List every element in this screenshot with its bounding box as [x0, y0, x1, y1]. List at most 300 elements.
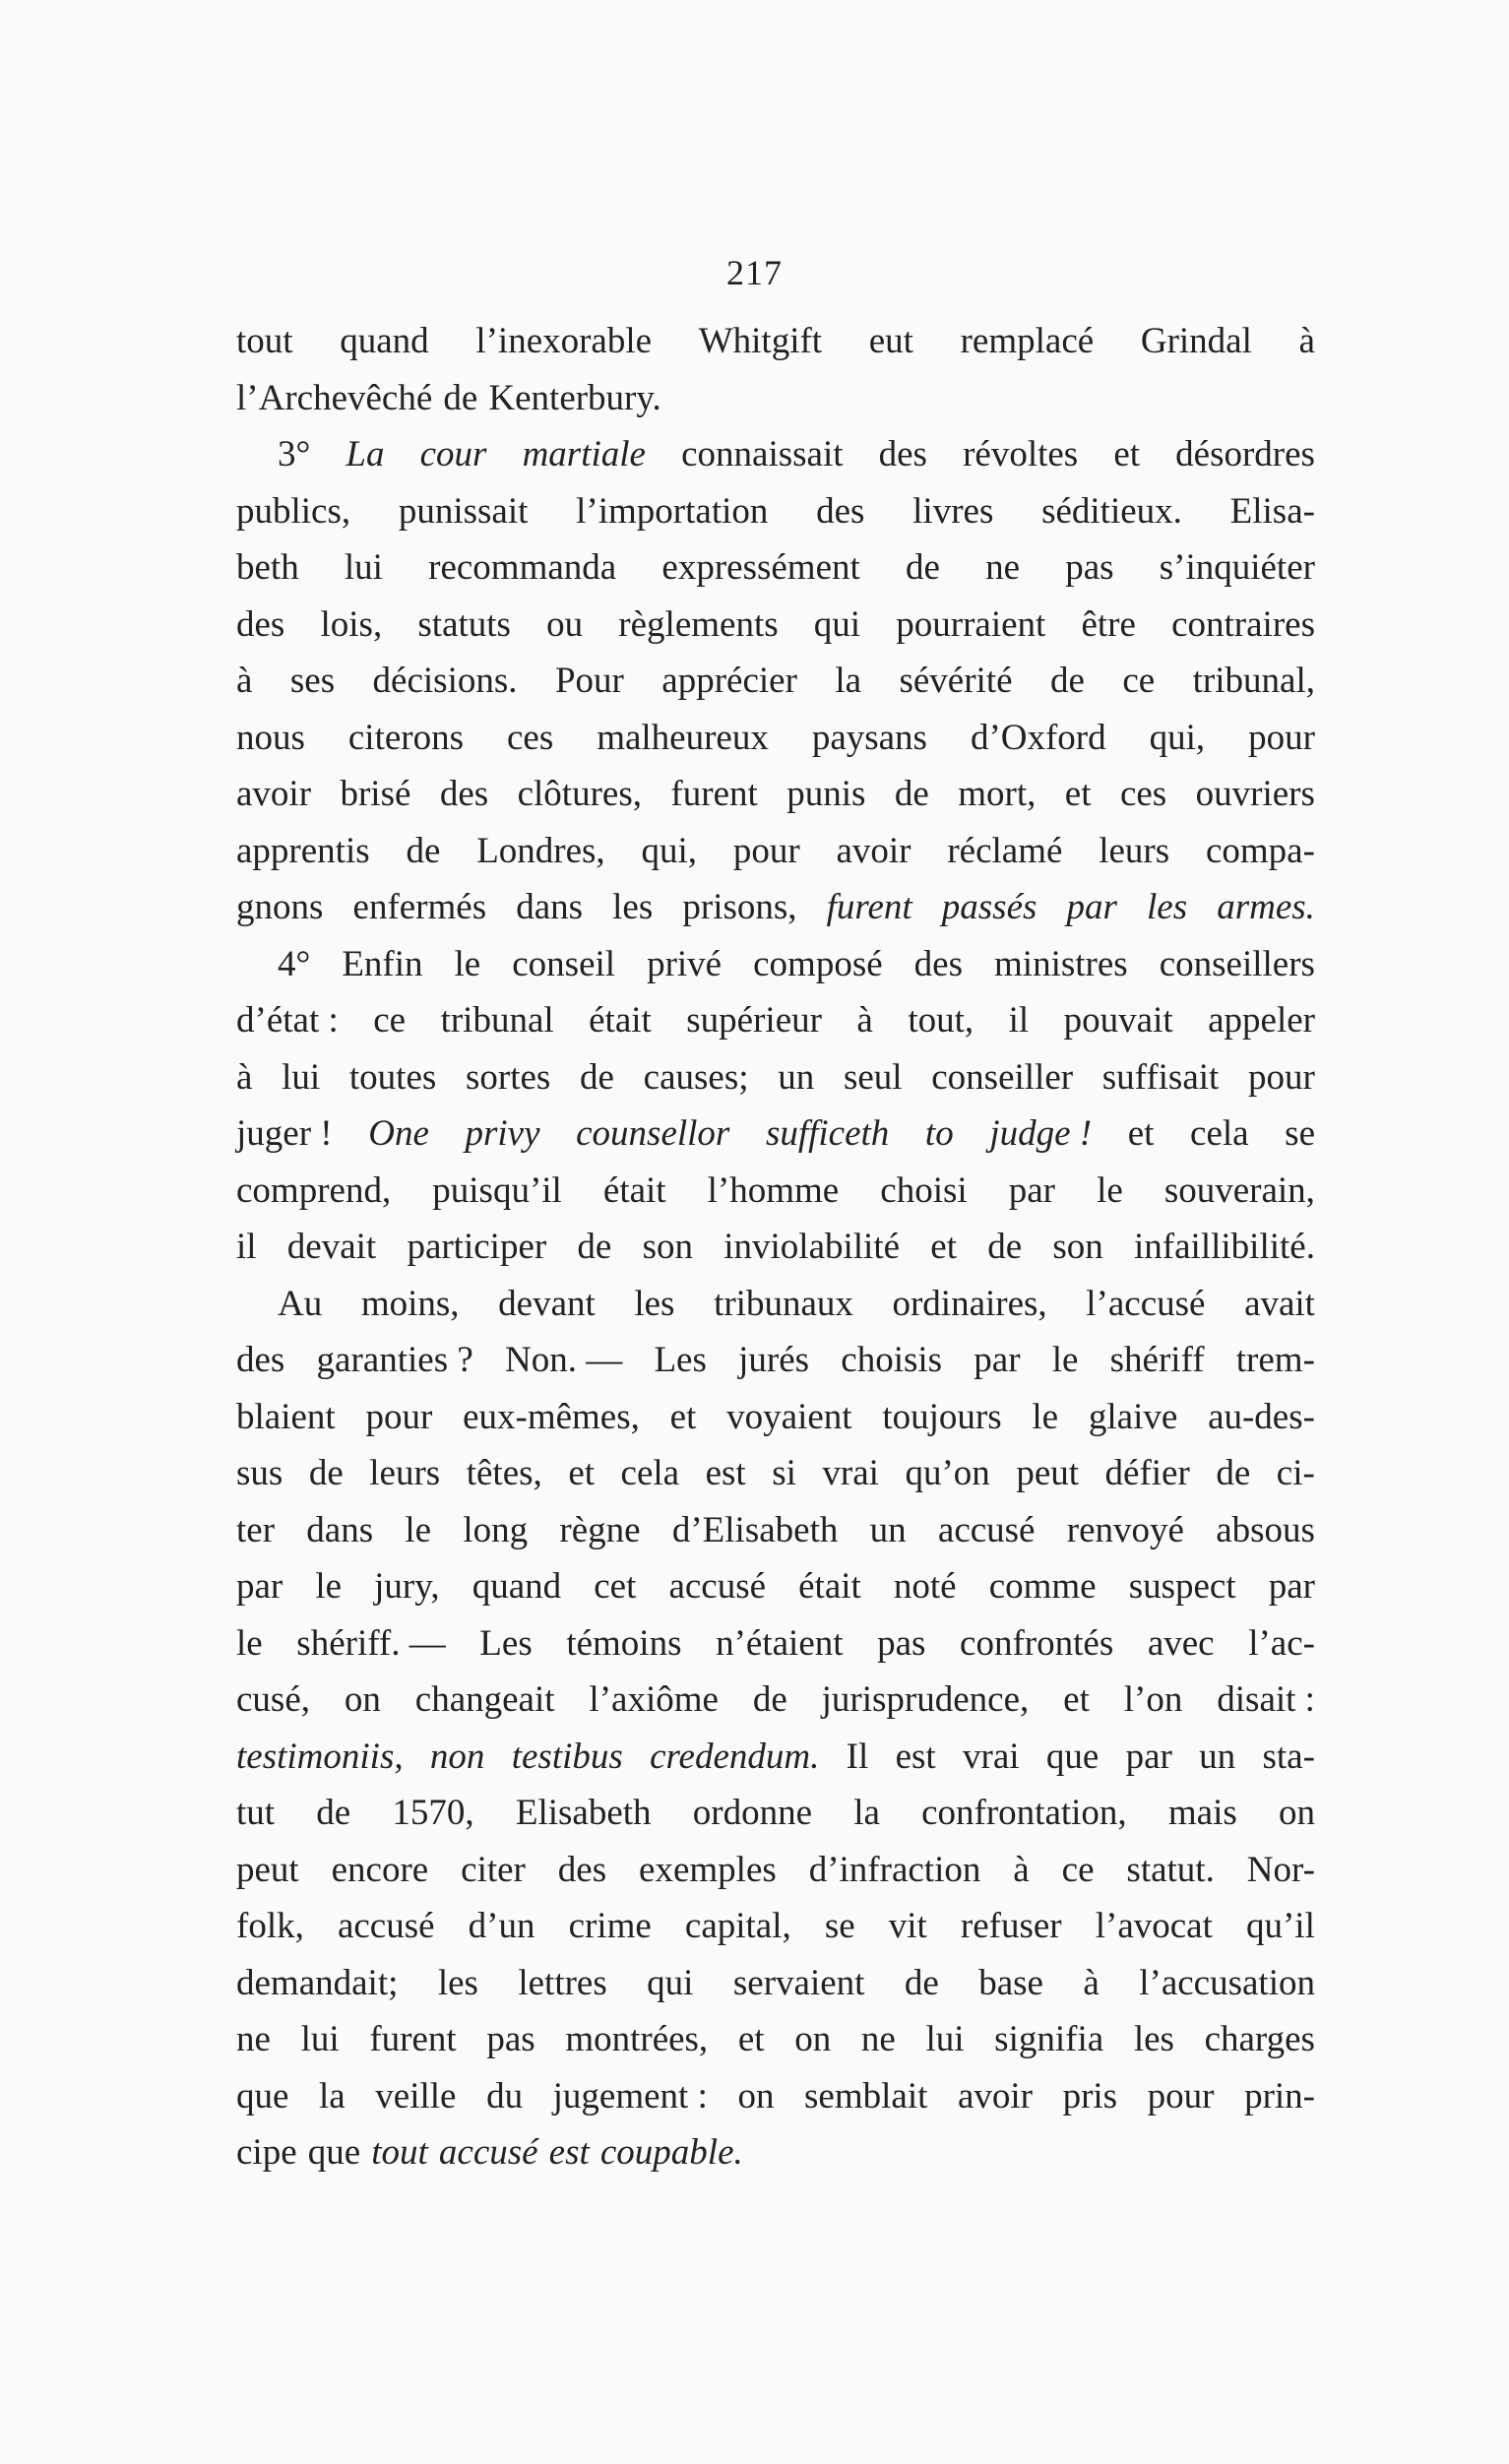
word: que — [236, 2075, 289, 2117]
word: défier — [1104, 1453, 1190, 1493]
word: le — [236, 1622, 263, 1664]
word: puisqu’il — [432, 1169, 562, 1211]
word: règne — [559, 1509, 641, 1550]
word: révoltes — [963, 434, 1079, 474]
word: signifia — [994, 2019, 1104, 2059]
text-line — [236, 1219, 1315, 1276]
word: Kenterbury. — [488, 377, 661, 418]
word: voyaient — [726, 1396, 852, 1437]
word: conseiller — [931, 1056, 1074, 1098]
text-line — [236, 823, 1315, 880]
word: recommanda — [428, 547, 617, 588]
word: ci- — [1276, 1453, 1315, 1493]
word: coupable. — [599, 2132, 743, 2173]
word: des — [439, 774, 489, 814]
word: pas — [486, 2019, 535, 2059]
word: Les — [479, 1622, 533, 1664]
word: tout — [371, 2132, 428, 2173]
text-line — [236, 2068, 1315, 2125]
word: décisions. — [372, 661, 518, 701]
word: servaient — [732, 1962, 865, 2003]
word: punissait — [398, 490, 529, 532]
word: shériff. — — [296, 1622, 446, 1664]
text-line — [236, 1842, 1315, 1899]
word: avoir — [236, 774, 312, 814]
word: l’avocat — [1095, 1906, 1213, 1946]
word: l’homme — [707, 1169, 840, 1211]
word: infaillibilité. — [1134, 1227, 1315, 1267]
word: choisi — [880, 1169, 968, 1211]
word: l’accusation — [1139, 1962, 1315, 2003]
text-line — [236, 1729, 1315, 1786]
word: ces — [506, 717, 554, 758]
word: appeler — [1208, 1000, 1315, 1041]
word: expressément — [661, 547, 860, 588]
word: on — [344, 1679, 381, 1720]
word: Whitgift — [698, 321, 823, 361]
word: ou — [546, 603, 584, 645]
word: toutes — [348, 1056, 437, 1098]
word: on — [1278, 1793, 1315, 1833]
word: les — [612, 887, 654, 927]
word: se — [1285, 1113, 1315, 1154]
word: choisis — [841, 1340, 943, 1380]
word: 3° — [278, 434, 311, 474]
word: remplacé — [960, 321, 1095, 361]
word: cipe — [236, 2132, 297, 2173]
text-line — [236, 1332, 1315, 1389]
word: counsellor — [576, 1113, 730, 1154]
word: les — [634, 1283, 675, 1324]
word: son — [642, 1227, 693, 1267]
word: prisons, — [682, 887, 797, 927]
word: par — [1008, 1169, 1055, 1211]
word: pour — [1248, 717, 1315, 758]
word: tribunal, — [1192, 661, 1315, 701]
word: eux-mêmes, — [463, 1396, 640, 1437]
word: être — [1081, 603, 1136, 645]
text-line — [236, 936, 1315, 993]
text-line — [236, 1106, 1315, 1163]
word: désordres — [1175, 434, 1315, 474]
word: furent — [369, 2019, 457, 2059]
word: conseillers — [1159, 943, 1315, 984]
word: armes. — [1217, 887, 1315, 927]
word: à — [1083, 1962, 1100, 2003]
word: s’inquiéter — [1159, 547, 1315, 588]
word: de — [580, 1056, 614, 1098]
word: encore — [331, 1849, 429, 1890]
word: passés — [941, 887, 1037, 927]
word: de — [577, 1227, 612, 1267]
word: témoins — [566, 1622, 682, 1664]
word: shériff — [1109, 1340, 1205, 1380]
word: La — [346, 434, 385, 474]
word: des — [913, 943, 963, 984]
text-line — [236, 1615, 1315, 1673]
word: d’infraction — [808, 1849, 981, 1890]
word: dans — [516, 887, 584, 927]
word: l’inexorable — [475, 321, 653, 361]
word: et — [1127, 1113, 1155, 1154]
text-line — [236, 313, 1315, 370]
word: trem- — [1235, 1340, 1315, 1380]
word: paysans — [811, 717, 927, 758]
word: base — [978, 1962, 1043, 2003]
word: des — [816, 490, 865, 532]
word: à — [236, 661, 253, 701]
word: ordonne — [692, 1793, 812, 1833]
word: 1570, — [392, 1793, 474, 1833]
word: les — [1133, 2019, 1174, 2059]
word: têtes, — [466, 1453, 542, 1493]
word: le — [1097, 1169, 1123, 1211]
word: toujours — [882, 1396, 1002, 1437]
word: Grindal — [1140, 321, 1252, 361]
text-line — [236, 1163, 1315, 1220]
word: judge ! — [989, 1113, 1093, 1154]
word: glaive — [1088, 1396, 1178, 1437]
word: pour — [732, 830, 800, 871]
word: moins, — [360, 1283, 460, 1324]
word: sortes — [466, 1056, 551, 1098]
word: par — [974, 1340, 1021, 1380]
word: pas — [877, 1622, 926, 1664]
word: cour — [419, 434, 487, 474]
text-line — [236, 766, 1315, 823]
word: jurisprudence, — [821, 1679, 1030, 1720]
word: pris — [1062, 2075, 1118, 2117]
text-line — [236, 1785, 1315, 1842]
word: privy — [465, 1113, 540, 1154]
word: de — [905, 547, 940, 588]
word: sufficeth — [765, 1113, 890, 1154]
word: lui — [282, 1056, 321, 1098]
word: et — [1064, 774, 1092, 814]
word: et — [1063, 1679, 1090, 1720]
word: pouvait — [1063, 1000, 1173, 1041]
word: que — [307, 2132, 361, 2173]
word: de — [987, 1227, 1023, 1267]
word: et — [568, 1453, 596, 1493]
word: avec — [1147, 1622, 1215, 1664]
word: ouvriers — [1195, 774, 1315, 814]
word: folk, — [236, 1906, 304, 1946]
word: semblait — [804, 2075, 928, 2117]
text-line — [236, 2124, 1315, 2181]
word: clôtures, — [517, 774, 642, 814]
word: la — [319, 2075, 346, 2117]
word: n’étaient — [716, 1622, 844, 1664]
word: pour — [1147, 2075, 1215, 2117]
word: apprentis — [236, 830, 370, 871]
word: accusé — [438, 2132, 538, 2173]
word: supérieur — [686, 1000, 822, 1041]
word: pourraient — [896, 603, 1046, 645]
word: avoir — [836, 830, 912, 871]
word: et — [1113, 434, 1141, 474]
word: qui — [647, 1962, 694, 2003]
word: jugement : — [552, 2075, 708, 2117]
text-line — [236, 2011, 1315, 2068]
text-line — [236, 1955, 1315, 2012]
word: noté — [893, 1566, 957, 1607]
word: l’axiôme — [589, 1679, 719, 1720]
word: dans — [306, 1509, 374, 1550]
word: lois, — [320, 603, 383, 645]
word: à — [1013, 1849, 1030, 1890]
word: la — [853, 1793, 880, 1833]
word: par — [1066, 887, 1117, 927]
word: ce — [373, 1000, 407, 1041]
word: leurs — [369, 1453, 441, 1493]
word: 4° — [278, 943, 311, 984]
word: l’importation — [576, 490, 769, 532]
word: enfermés — [352, 887, 487, 927]
word: un — [778, 1056, 815, 1098]
word: capital, — [684, 1906, 791, 1946]
text-line — [236, 653, 1315, 710]
word: testimoniis, — [236, 1736, 404, 1777]
text-line — [236, 370, 1315, 427]
word: accusé — [668, 1566, 767, 1607]
word: sta- — [1262, 1736, 1315, 1777]
text-line — [236, 879, 1315, 936]
word: Au — [278, 1283, 323, 1324]
word: tribunaux — [714, 1283, 853, 1324]
word: tut — [236, 1793, 276, 1833]
word: malheureux — [597, 717, 769, 758]
text-line — [236, 539, 1315, 597]
word: absous — [1216, 1509, 1315, 1550]
word: cela — [1190, 1113, 1249, 1154]
word: un — [869, 1509, 907, 1550]
word: l’ac- — [1248, 1622, 1315, 1664]
word: statuts — [417, 603, 511, 645]
word: Enfin — [342, 943, 423, 984]
word: peut — [1016, 1453, 1080, 1493]
word: Elisa- — [1229, 490, 1315, 532]
word: de — [308, 1453, 344, 1493]
word: changeait — [414, 1679, 555, 1720]
word: leurs — [1099, 830, 1170, 871]
word: et — [737, 2019, 765, 2059]
word: refuser — [960, 1906, 1062, 1946]
word: règlements — [618, 603, 779, 645]
word: causes; — [643, 1056, 749, 1098]
word: vrai — [963, 1736, 1020, 1777]
word: à — [236, 1056, 253, 1098]
word: testibus — [511, 1736, 623, 1777]
word: lettres — [518, 1962, 607, 2003]
word: pas — [1065, 547, 1114, 588]
word: Nor- — [1246, 1849, 1315, 1890]
word: beth — [236, 547, 299, 588]
word: qui, — [641, 830, 698, 871]
word: privé — [647, 943, 723, 984]
word: crime — [568, 1906, 652, 1946]
word: sévérité — [899, 661, 1013, 701]
word: séditieux. — [1041, 490, 1182, 532]
word: renvoyé — [1066, 1509, 1184, 1550]
word: Pour — [554, 661, 624, 701]
word: juger ! — [236, 1113, 333, 1154]
word: l’accusé — [1086, 1283, 1206, 1324]
word: devait — [286, 1227, 377, 1267]
word: Elisabeth — [515, 1793, 652, 1833]
word: d’état : — [236, 1000, 339, 1041]
word: ses — [289, 661, 336, 701]
word: montrées, — [565, 2019, 709, 2059]
word: lui — [925, 2019, 965, 2059]
word: charges — [1204, 2019, 1315, 2059]
word: et — [930, 1227, 957, 1267]
text-line — [236, 597, 1315, 654]
word: que — [1045, 1736, 1100, 1777]
word: jury, — [374, 1566, 440, 1607]
text-line — [236, 1898, 1315, 1955]
text-line — [236, 992, 1315, 1049]
word: disait : — [1217, 1679, 1315, 1720]
page-number: 217 — [726, 253, 783, 292]
word: furent — [670, 774, 758, 814]
word: la — [835, 661, 862, 701]
word: contraires — [1171, 603, 1315, 645]
word: ne — [985, 547, 1021, 588]
word: son — [1052, 1227, 1103, 1267]
word: d’un — [468, 1906, 535, 1946]
word: ne — [860, 2019, 896, 2059]
text-line — [236, 1389, 1315, 1446]
word: confrontés — [960, 1622, 1114, 1664]
text-line — [236, 426, 1315, 483]
word: on — [794, 2019, 832, 2059]
word: les — [437, 1962, 478, 2003]
word: était — [798, 1566, 861, 1607]
word: de — [1216, 1453, 1251, 1493]
word: tout, — [908, 1000, 975, 1041]
word: de — [1049, 661, 1085, 701]
word: qu’il — [1245, 1906, 1315, 1946]
word: publics, — [236, 490, 351, 532]
word: le — [1032, 1396, 1059, 1437]
word: devant — [498, 1283, 596, 1324]
word: furent — [826, 887, 912, 927]
word: ce — [1061, 1849, 1095, 1890]
word: inviolabilité — [723, 1227, 901, 1267]
word: le — [454, 943, 481, 984]
word: par — [1125, 1736, 1172, 1777]
word: connaissait — [681, 434, 844, 474]
word: One — [368, 1113, 429, 1154]
word: ter — [236, 1509, 276, 1550]
word: livres — [912, 490, 994, 532]
word: Les — [654, 1340, 707, 1380]
word: qui, — [1149, 717, 1206, 758]
word: des — [236, 1340, 285, 1380]
word: punis — [786, 774, 866, 814]
word: souverain, — [1163, 1169, 1315, 1211]
word: pour — [365, 1396, 433, 1437]
word: pour — [1248, 1056, 1315, 1098]
word: du — [486, 2075, 524, 2117]
word: l’Archevêché — [236, 377, 433, 418]
word: un — [1199, 1736, 1236, 1777]
word: d’Oxford — [970, 717, 1106, 758]
word: eut — [868, 321, 913, 361]
word: comme — [988, 1566, 1097, 1607]
text-line — [236, 483, 1315, 540]
word: des — [557, 1849, 607, 1890]
word: le — [315, 1566, 343, 1607]
word: compa- — [1205, 830, 1315, 871]
word: nous — [236, 717, 305, 758]
word: comprend, — [236, 1169, 392, 1211]
word: des — [878, 434, 927, 474]
word: participer — [407, 1227, 547, 1267]
word: vrai — [822, 1453, 879, 1493]
word: blaient — [236, 1396, 336, 1437]
word: était — [589, 1000, 652, 1041]
word: qu’on — [905, 1453, 990, 1493]
word: mort, — [958, 774, 1037, 814]
word: cusé, — [236, 1679, 310, 1720]
word: qui — [813, 603, 861, 645]
word: to — [924, 1113, 954, 1154]
text-line — [236, 1558, 1315, 1615]
word: à — [1298, 321, 1315, 361]
word: cela — [620, 1453, 680, 1493]
word: réclamé — [947, 830, 1063, 871]
word: seul — [843, 1056, 903, 1098]
word: confrontation, — [921, 1793, 1127, 1833]
word: par — [236, 1566, 283, 1607]
word: et — [669, 1396, 697, 1437]
word: sus — [236, 1453, 283, 1493]
text-line — [236, 1502, 1315, 1559]
word: est — [705, 1453, 746, 1493]
word: Londres, — [476, 830, 605, 871]
word: est — [548, 2132, 590, 2173]
word: par — [1268, 1566, 1315, 1607]
word: les — [1147, 887, 1188, 927]
word: de — [904, 1962, 939, 2003]
word: est — [895, 1736, 936, 1777]
word: accusé — [937, 1509, 1036, 1550]
word: Non. — — [505, 1340, 623, 1380]
word: si — [772, 1453, 796, 1493]
word: ministres — [994, 943, 1128, 984]
word: credendum. — [650, 1736, 820, 1777]
word: se — [824, 1906, 855, 1946]
word: long — [463, 1509, 529, 1550]
word: lui — [344, 547, 383, 588]
text-line — [236, 1445, 1315, 1502]
word: au-des- — [1208, 1396, 1315, 1437]
word: ces — [1119, 774, 1167, 814]
word: citerons — [347, 717, 464, 758]
text-line — [236, 710, 1315, 767]
word: garanties ? — [316, 1340, 473, 1380]
word: avait — [1244, 1283, 1315, 1324]
word: jurés — [738, 1340, 810, 1380]
word: non — [429, 1736, 485, 1777]
word: tout — [236, 321, 293, 361]
word: cet — [594, 1566, 637, 1607]
word: accusé — [337, 1906, 435, 1946]
word: ne — [236, 2019, 271, 2059]
word: tribunal — [440, 1000, 554, 1041]
